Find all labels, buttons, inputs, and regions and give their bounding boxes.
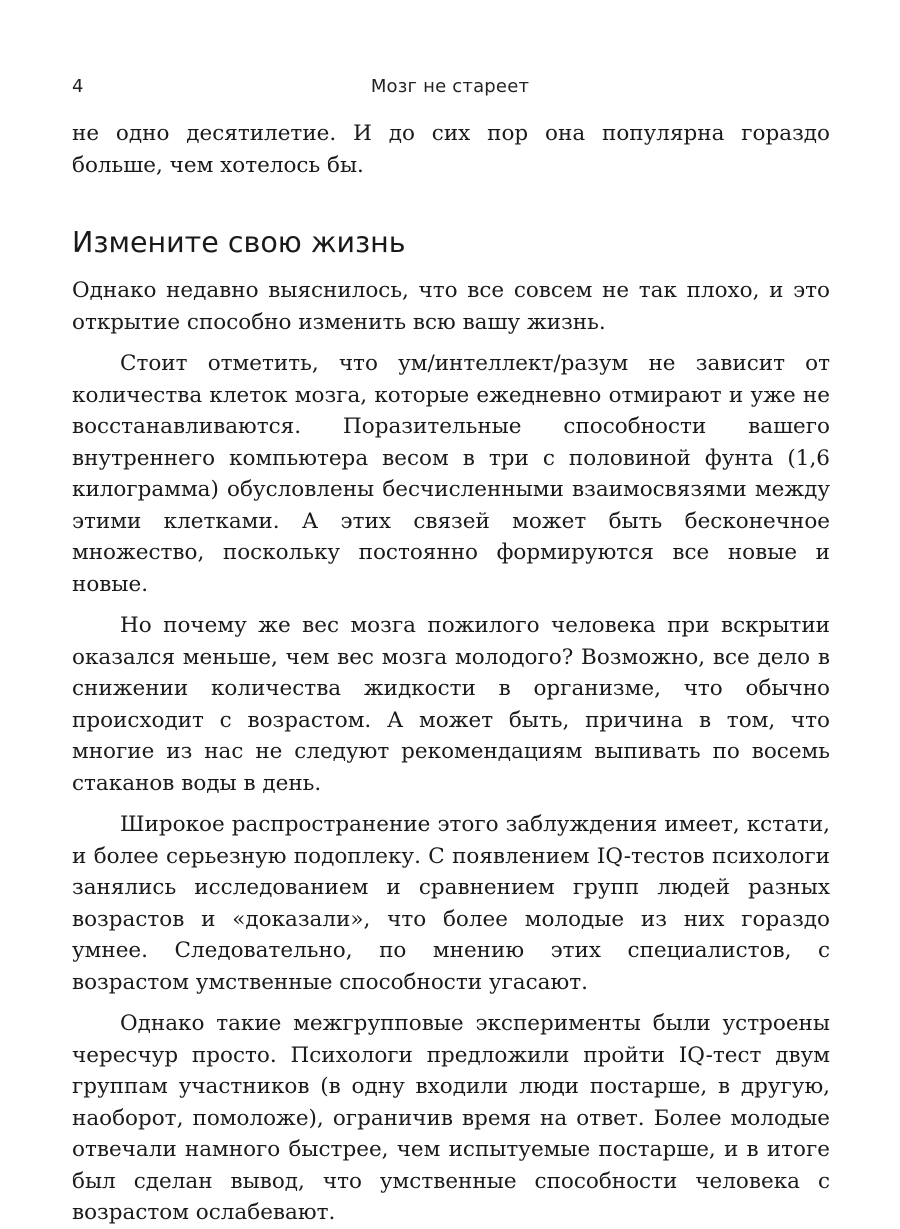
running-title: Мозг не стареет <box>370 76 530 97</box>
paragraph-4: Широкое распространение этого заблуждения имеет, кстати, и более серьезную подоплеку. С появлением IQ-тестов психологи занялись исследованием и сравнением групп людей разных возрастов и «доказали», что более молодые из них гораздо умнее. Следовательно, по мнению этих специалистов, с возрастом умственные способности угасают. <box>72 812 830 995</box>
paragraph-3: Но почему же вес мозга пожилого человека при вскрытии оказался меньше, чем вес мозга молодого? Возможно, все дело в снижении количества жидкости в организме, что обычно происходит с возрастом. А может быть, причина в том, что многие из нас не следуют рекомендациям выпивать по восемь стаканов воды в день. <box>72 613 830 796</box>
paragraph-2: Стоит отметить, что ум/интеллект/разум не зависит от количества клеток мозга, которые ежедневно отмирают и уже не восстанавливаются. Поразительные способности вашего внутреннего компьютера весом в три с половиной фунта (1,6 килограмма) обусловлены бесчисленными взаимосвязями между этими клетками. А этих связей может быть бесконечное множество, поскольку постоянно формируются все новые и новые. <box>72 351 830 597</box>
body-text <box>72 118 830 1229</box>
page-number: 4 <box>72 76 84 97</box>
paragraph-1: Однако недавно выяснилось, что все совсем не так плохо, и это открытие способно изменить всю вашу жизнь. <box>72 278 830 335</box>
continued-paragraph: не одно десятилетие. И до сих пор она популярна гораздо больше, чем хотелось бы. <box>72 121 830 178</box>
section-heading: Измените свою жизнь <box>72 226 406 259</box>
running-header <box>72 76 828 102</box>
paragraph-5: Однако такие межгрупповые эксперименты были устроены чересчур просто. Психологи предложили пройти IQ-тест двум группам участников (в одну входили люди постарше, в другую, наоборот, помоложе), ограничив время на ответ. Более молодые отвечали намного быстрее, чем испытуемые постарше, и в итоге был сделан вывод, что умственные способности человека с возрастом ослабевают. <box>72 1011 830 1225</box>
